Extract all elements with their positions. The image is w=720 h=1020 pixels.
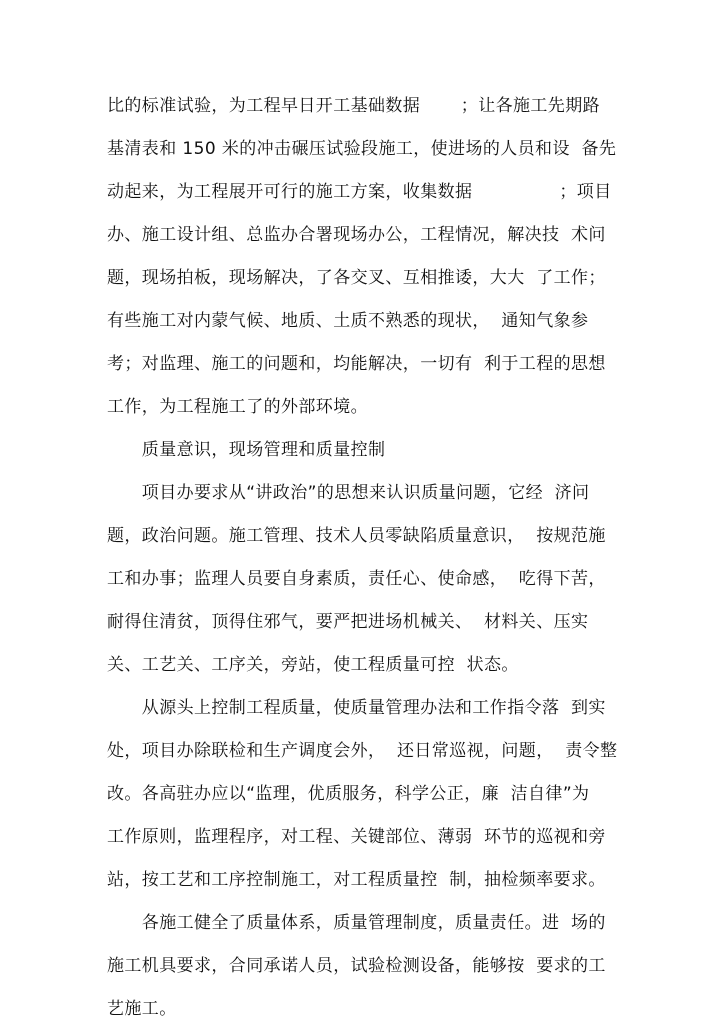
text-line: 工作，为工程施工了的外部环境。	[107, 397, 368, 417]
text-line: 比的标准试验，为工程早日开工基础数据 ；让各施工先期路	[107, 96, 601, 116]
text-line: 处，项目办除联检和生产调度会外， 还日常巡视，问题， 责令整	[107, 741, 618, 761]
text-line: 施工机具要求，合同承诺人员，试验检测设备，能够按 要求的工	[107, 956, 606, 976]
text-line: 改。各高驻办应以“监理，优质服务，科学公正，廉 洁自律”为	[107, 784, 590, 804]
text-line: 题，现场拍板，现场解决，了各交叉、互相推诿，大大 了工作；	[107, 268, 606, 288]
text-line: 项目办要求从“讲政治”的思想来认识质量问题，它经 济问	[107, 483, 590, 503]
text-line: 艺施工。	[107, 999, 177, 1019]
text-line: 考；对监理、施工的问题和，均能解决，一切有 利于工程的思想	[107, 354, 606, 374]
text-line: 各施工健全了质量体系，质量管理制度，质量责任。进 场的	[107, 913, 606, 933]
text-line: 题，政治问题。施工管理、技术人员零缺陷质量意识， 按规范施	[107, 526, 606, 546]
text-line: 工和办事；监理人员要自身素质，责任心、使命感， 吃得下苦，	[107, 569, 606, 589]
text-line: 站，按工艺和工序控制施工，对工程质量控 制，抽检频率要求。	[107, 870, 606, 890]
text-line: 从源头上控制工程质量，使质量管理办法和工作指令落 到实	[107, 698, 606, 718]
text-line: 耐得住清贫，顶得住邪气，要严把进场机械关、 材料关、压实	[107, 612, 589, 632]
text-line: 办、施工设计组、总监办合署现场办公，工程情况，解决技 术问	[107, 225, 606, 245]
text-line: 基清表和 150 米的冲击碾压试验段施工，使进场的人员和设 备先	[107, 139, 617, 159]
text-line: 有些施工对内蒙气候、地质、土质不熟悉的现状， 通知气象参	[107, 311, 589, 331]
section-heading: 质量意识，现场管理和质量控制	[107, 440, 386, 460]
text-line: 工作原则，监理程序，对工程、关键部位、薄弱 环节的巡视和旁	[107, 827, 606, 847]
text-line: 动起来，为工程展开可行的施工方案，收集数据 ；项目	[107, 182, 612, 202]
text-line: 关、工艺关、工序关，旁站，使工程质量可控 状态。	[107, 655, 519, 675]
